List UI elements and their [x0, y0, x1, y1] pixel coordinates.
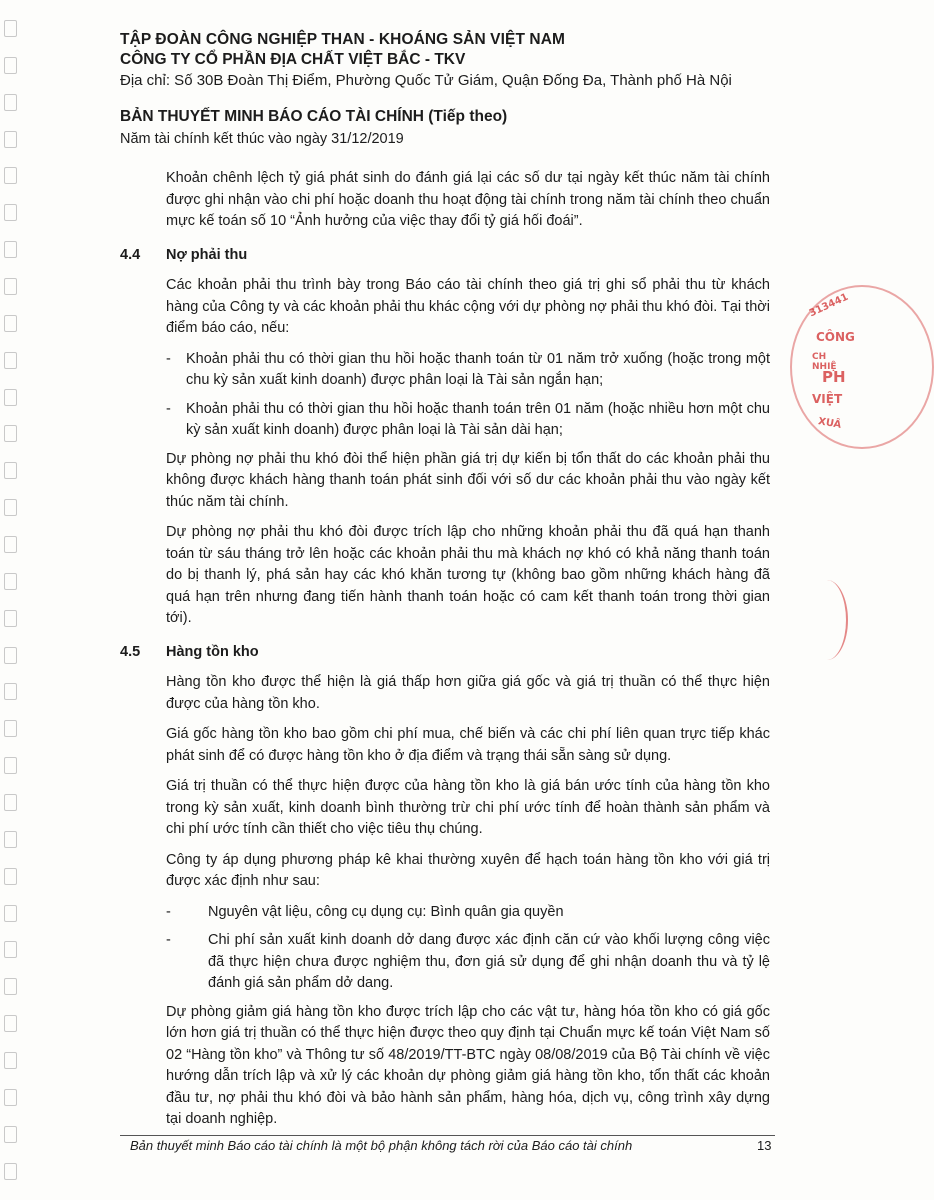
section-number: 4.4: [120, 246, 141, 263]
bullet-dash: -: [166, 932, 171, 948]
bullet-dash: -: [166, 350, 171, 367]
footer-note: Bản thuyết minh Báo cáo tài chính là một bộ phận không tách rời của Báo cáo tài chính: [130, 1138, 633, 1153]
report-title: BẢN THUYẾT MINH BÁO CÁO TÀI CHÍNH (Tiếp theo): [120, 108, 508, 125]
list-item: [166, 902, 770, 924]
list-item-text: Khoản phải thu có thời gian thu hồi hoặc thanh toán từ 01 năm trở xuống (hoặc trong một chu kỳ sản xuất kinh doanh) được phân loại là Tài sản ngắn hạn;: [186, 350, 770, 388]
company-name: CÔNG TY CỔ PHẦN ĐỊA CHẤT VIỆT BẮC - TKV: [120, 51, 466, 68]
stamp-text: CH NHIỆ: [812, 352, 837, 372]
paragraph: Giá trị thuần có thể thực hiện được của hàng tồn kho là giá bán ước tính của hàng tồn kho trong kỳ sản xuất, kinh doanh bình thường trừ chi phí ước tính để hoàn thành sản phẩm và chi phí ước tính cần thiết cho việc tiêu thụ chúng.: [166, 778, 770, 837]
section-title: Nợ phải thu: [166, 246, 248, 263]
paragraph: Hàng tồn kho được thể hiện là giá thấp hơn giữa giá gốc và giá trị thuần có thể thực hiện được của hàng tồn kho.: [166, 674, 770, 712]
section-heading-receivables: [120, 245, 770, 267]
list-item-text: Nguyên vật liệu, công cụ dụng cụ: Bình quân gia quyền: [208, 903, 564, 920]
stamp-text: PH: [822, 368, 846, 386]
paragraph: Dự phòng nợ phải thu khó đòi được trích lập cho những khoản phải thu đã quá hạn thanh toán từ sáu tháng trở lên hoặc các khoản phải thu mà khách nợ khó có khả năng thanh toán do bị thanh lý, phá sản hay các khó khăn tương tự (không bao gồm những khách hàng đã quá hạn trên nhưng đang tiến hành thanh toán hoặc có cam kết thanh toán trong thời gian tới).: [166, 524, 770, 626]
section-title: Hàng tồn kho: [166, 643, 259, 660]
paragraph: Giá gốc hàng tồn kho bao gồm chi phí mua, chế biến và các chi phí liên quan trực tiếp khác phát sinh để có được hàng tồn kho ở địa điểm và trạng thái sẵn sàng sử dụng.: [166, 726, 770, 764]
stamp-edge: [806, 580, 848, 660]
list-item-text: Khoản phải thu có thời gian thu hồi hoặc thanh toán trên 01 năm (hoặc nhiều hơn một chu kỳ sản xuất kinh doanh) được phân loại là Tài sản dài hạn;: [186, 400, 770, 438]
document-header: [120, 30, 820, 92]
section-number: 4.5: [120, 643, 141, 660]
group-name: TẬP ĐOÀN CÔNG NGHIỆP THAN - KHOÁNG SẢN VIỆT NAM: [120, 31, 566, 48]
paragraph: Công ty áp dụng phương pháp kê khai thường xuyên để hạch toán hàng tồn kho với giá trị được xác định như sau:: [166, 851, 770, 889]
intro-paragraph: Khoản chênh lệch tỷ giá phát sinh do đánh giá lại các số dư tại ngày kết thúc năm tài chính được ghi nhận vào chi phí hoặc doanh thu hoạt động tài chính trong năm tài chính theo chuẩn mực kế toán số 10 “Ảnh hưởng của việc thay đổi tỷ giá hối đoái”.: [166, 170, 770, 229]
list-item: [166, 930, 770, 995]
page-number: 13: [757, 1138, 772, 1153]
paragraph: Dự phòng nợ phải thu khó đòi thể hiện phần giá trị dự kiến bị tổn thất do các khoản phải thu không được khách hàng thanh toán phát sinh đối với số dư các khoản phải thu vào ngày kết thúc năm tài chính.: [166, 450, 770, 510]
list-item: [166, 399, 770, 442]
stamp-text: VIỆT: [812, 392, 843, 406]
list-item-text: Chi phí sản xuất kinh doanh dở dang được xác định căn cứ vào khối lượng công việc đã thực hiện chưa được nghiệm thu, đơn giá sử dụng để ghi nhận doanh thu và tỷ lệ đánh giá sản phẩm dở dang.: [208, 932, 770, 991]
paragraph: Dự phòng giảm giá hàng tồn kho được trích lập cho các vật tư, hàng hóa tồn kho có giá gốc lớn hơn giá trị thuần có thể thực hiện được theo quy định tại Chuẩn mực kế toán Việt Nam số 02 “Hàng tồn kho” và Thông tư số 48/2019/TT-BTC ngày 08/08/2019 của Bộ Tài chính về việc hướng dẫn trích lập và xử lý các khoản dự phòng giảm giá hàng tồn kho, tổn thất các khoản đầu tư, nợ phải thu khó đòi và bảo hành sản phẩm, hàng hóa, dịch vụ, công trình xây dựng tại doanh nghiệp.: [166, 1003, 770, 1127]
bullet-dash: -: [166, 400, 171, 417]
document-body: [120, 168, 770, 1140]
list-item: [166, 349, 770, 392]
stamp-text: CÔNG: [816, 330, 855, 344]
company-address: Địa chỉ: Số 30B Đoàn Thị Điểm, Phường Quốc Tử Giám, Quận Đống Đa, Thành phố Hà Nội: [120, 72, 732, 89]
bullet-dash: -: [166, 903, 171, 920]
section-heading-inventory: [120, 642, 770, 664]
stamp-text: XUÂ: [817, 416, 843, 431]
footer-divider: [120, 1135, 775, 1136]
report-subtitle: Năm tài chính kết thúc vào ngày 31/12/2019: [120, 131, 404, 147]
stamp-text: 313441: [807, 291, 851, 320]
paragraph: Các khoản phải thu trình bày trong Báo cáo tài chính theo giá trị ghi sổ phải thu từ khách hàng của Công ty và các khoản phải thu khác cộng với dự phòng nợ phải thu khó đòi. Tại thời điểm báo cáo, nếu:: [166, 277, 770, 336]
binding-holes: [4, 20, 22, 1180]
